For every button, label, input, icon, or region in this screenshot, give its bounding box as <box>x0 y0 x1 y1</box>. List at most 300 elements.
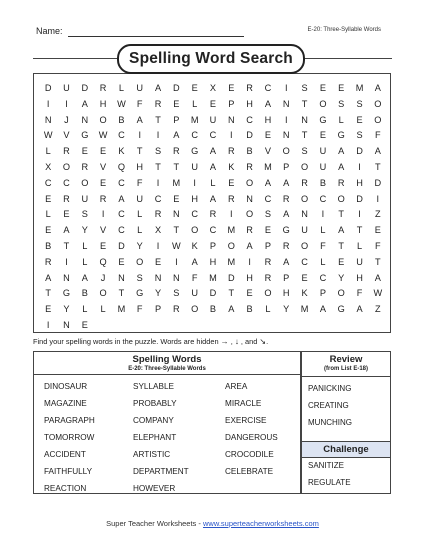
grid-letter[interactable]: A <box>374 272 381 283</box>
grid-letter[interactable]: R <box>81 161 89 172</box>
grid-letter[interactable]: Q <box>99 256 107 267</box>
grid-letter[interactable]: R <box>63 146 70 157</box>
grid-letter[interactable]: V <box>63 130 70 141</box>
grid-letter[interactable]: N <box>246 193 253 204</box>
grid-letter[interactable]: F <box>191 272 198 283</box>
grid-letter[interactable]: I <box>156 130 160 141</box>
grid-letter[interactable]: I <box>284 83 288 93</box>
grid-letter[interactable]: E <box>173 98 180 109</box>
grid-letter[interactable]: M <box>355 83 364 93</box>
grid-letter[interactable]: R <box>246 83 253 93</box>
grid-letter[interactable]: A <box>81 272 88 283</box>
grid-letter[interactable]: J <box>64 114 69 125</box>
grid-letter[interactable]: O <box>374 98 382 109</box>
grid-letter[interactable]: M <box>117 304 126 315</box>
grid-letter[interactable]: G <box>337 130 345 141</box>
grid-letter[interactable]: O <box>337 193 345 204</box>
grid-letter[interactable]: L <box>137 209 143 220</box>
grid-letter[interactable]: U <box>63 83 70 93</box>
grid-letter[interactable]: L <box>82 240 88 251</box>
grid-letter[interactable]: V <box>264 146 271 157</box>
grid-letter[interactable]: R <box>282 240 290 251</box>
grid-letter[interactable]: L <box>320 225 326 236</box>
grid-letter[interactable]: C <box>118 130 125 141</box>
grid-letter[interactable]: F <box>375 240 381 251</box>
grid-letter[interactable]: U <box>136 83 144 93</box>
grid-letter[interactable]: R <box>246 161 253 172</box>
grid-letter[interactable]: C <box>209 130 217 141</box>
grid-letter[interactable]: Y <box>154 288 162 299</box>
grid-letter[interactable]: S <box>173 288 180 299</box>
grid-letter[interactable]: T <box>338 240 345 251</box>
spelling-word: HOWEVER <box>133 484 176 493</box>
grid-letter[interactable]: T <box>338 209 345 220</box>
grid-letter[interactable]: R <box>63 193 70 204</box>
grid-letter[interactable]: R <box>227 193 235 204</box>
grid-letter[interactable]: I <box>230 130 233 141</box>
grid-letter[interactable]: E <box>209 98 217 109</box>
grid-letter[interactable]: A <box>374 146 381 157</box>
grid-letter[interactable]: G <box>282 225 290 236</box>
grid-letter[interactable]: E <box>228 177 235 188</box>
grid-letter[interactable]: L <box>320 256 326 267</box>
grid-letter[interactable]: C <box>319 272 327 283</box>
grid-letter[interactable]: I <box>46 98 50 109</box>
grid-letter[interactable]: S <box>301 83 308 93</box>
grid-letter[interactable]: L <box>82 256 88 267</box>
grid-letter[interactable]: P <box>209 240 217 251</box>
grid-letter[interactable]: T <box>118 288 125 299</box>
grid-letter[interactable]: C <box>118 225 125 236</box>
grid-letter[interactable]: Z <box>375 209 381 220</box>
grid-letter[interactable]: W <box>117 98 126 109</box>
grid-letter[interactable]: H <box>209 256 217 267</box>
grid-letter[interactable]: E <box>338 83 345 93</box>
grid-letter[interactable]: O <box>246 209 254 220</box>
grid-letter[interactable]: X <box>45 161 52 172</box>
grid-letter[interactable]: B <box>81 288 88 299</box>
grid-letter[interactable]: P <box>264 240 271 251</box>
grid-letter[interactable]: P <box>283 161 290 172</box>
grid-letter[interactable]: P <box>154 304 162 315</box>
grid-letter[interactable]: E <box>356 114 363 125</box>
grid-letter[interactable]: H <box>356 272 363 283</box>
grid-letter[interactable]: A <box>374 83 381 93</box>
grid-letter[interactable]: L <box>338 114 344 125</box>
grid-letter[interactable]: I <box>138 130 142 141</box>
grid-letter[interactable]: T <box>155 114 161 125</box>
grid-letter[interactable]: O <box>300 161 309 172</box>
grid-letter[interactable]: M <box>190 114 199 125</box>
grid-letter[interactable]: I <box>248 256 251 267</box>
grid-letter[interactable]: K <box>301 288 308 299</box>
grid-letter[interactable]: V <box>100 225 107 236</box>
grid-letter[interactable]: O <box>99 114 107 125</box>
grid-letter[interactable]: O <box>300 193 309 204</box>
grid-letter[interactable]: T <box>228 288 235 299</box>
grid-letter[interactable]: F <box>136 98 143 109</box>
grid-letter[interactable]: L <box>210 177 216 188</box>
grid-letter[interactable]: P <box>319 288 326 299</box>
grid-letter[interactable]: I <box>358 161 361 172</box>
grid-letter[interactable]: A <box>228 304 235 315</box>
grid-letter[interactable]: E <box>173 193 180 204</box>
grid-letter[interactable]: L <box>137 225 143 236</box>
grid-letter[interactable]: H <box>136 161 144 172</box>
grid-letter[interactable]: S <box>301 146 308 157</box>
grid-letter[interactable]: T <box>356 225 363 236</box>
grid-letter[interactable]: I <box>193 177 196 188</box>
grid-letter[interactable]: E <box>81 319 88 330</box>
grid-letter[interactable]: E <box>100 146 107 157</box>
name-field-line[interactable] <box>68 36 244 37</box>
grid-letter[interactable]: L <box>118 83 124 93</box>
grid-letter[interactable]: U <box>191 161 198 172</box>
grid-letter[interactable]: F <box>356 288 363 299</box>
grid-letter[interactable]: A <box>81 98 88 109</box>
grid-letter[interactable]: C <box>209 225 217 236</box>
grid-letter[interactable]: X <box>209 83 217 93</box>
grid-letter[interactable]: R <box>99 83 107 93</box>
grid-letter[interactable]: C <box>191 130 198 141</box>
grid-letter[interactable]: O <box>337 288 345 299</box>
spelling-word: TOMORROW <box>44 433 95 442</box>
grid-letter[interactable]: F <box>375 130 381 141</box>
grid-letter[interactable]: C <box>154 193 162 204</box>
grid-letter[interactable]: O <box>246 177 254 188</box>
grid-letter[interactable]: G <box>319 114 327 125</box>
grid-letter[interactable]: U <box>81 193 89 204</box>
grid-letter[interactable]: C <box>301 256 308 267</box>
grid-letter[interactable]: E <box>45 304 52 315</box>
grid-letter[interactable]: R <box>246 225 253 236</box>
grid-letter[interactable]: R <box>173 304 180 315</box>
grid-letter[interactable]: H <box>191 193 198 204</box>
grid-letter[interactable]: Y <box>338 272 345 283</box>
challenge-title: Challenge <box>302 441 390 458</box>
grid-letter[interactable]: R <box>337 177 345 188</box>
grid-letter[interactable]: G <box>81 130 89 141</box>
grid-letter[interactable]: W <box>98 130 108 141</box>
grid-letter[interactable]: N <box>301 209 308 220</box>
grid-letter[interactable]: C <box>118 177 125 188</box>
grid-letter[interactable]: A <box>209 161 217 172</box>
grid-letter[interactable]: I <box>65 256 68 267</box>
grid-letter[interactable]: N <box>63 319 70 330</box>
grid-letter[interactable]: C <box>44 177 52 188</box>
grid-letter[interactable]: N <box>154 272 162 283</box>
grid-letter[interactable]: R <box>99 193 107 204</box>
grid-letter[interactable]: U <box>319 161 327 172</box>
grid-letter[interactable]: L <box>192 98 198 109</box>
grid-letter[interactable]: U <box>136 193 144 204</box>
grid-letter[interactable]: R <box>264 256 272 267</box>
grid-letter[interactable]: R <box>301 177 308 188</box>
grid-letter[interactable]: T <box>136 146 143 157</box>
grid-letter[interactable]: A <box>283 256 290 267</box>
grid-letter[interactable]: V <box>100 161 107 172</box>
grid-letter[interactable]: O <box>282 146 290 157</box>
grid-letter[interactable]: T <box>173 161 180 172</box>
grid-letter[interactable]: Z <box>375 304 381 315</box>
grid-letter[interactable]: I <box>230 209 233 220</box>
grid-letter[interactable]: D <box>44 83 52 93</box>
grid-letter[interactable]: G <box>191 146 199 157</box>
grid-letter[interactable]: I <box>156 240 160 251</box>
grid-letter[interactable]: I <box>321 209 325 220</box>
grid-letter[interactable]: B <box>118 114 125 125</box>
grid-letter[interactable]: K <box>228 161 235 172</box>
grid-letter[interactable]: E <box>81 146 88 157</box>
grid-letter[interactable]: M <box>227 225 236 236</box>
grid-letter[interactable]: D <box>356 146 363 157</box>
grid-letter[interactable]: H <box>264 114 272 125</box>
grid-letter[interactable]: M <box>209 272 217 283</box>
spelling-word: COMPANY <box>133 416 174 425</box>
grid-letter[interactable]: I <box>358 209 361 220</box>
grid-letter[interactable]: D <box>118 240 125 251</box>
grid-letter[interactable]: B <box>45 240 52 251</box>
grid-letter[interactable]: S <box>264 209 271 220</box>
grid-letter[interactable]: A <box>173 130 180 141</box>
grid-letter[interactable]: S <box>356 130 363 141</box>
grid-letter[interactable]: E <box>264 225 271 236</box>
grid-letter[interactable]: F <box>320 240 326 251</box>
grid-letter[interactable]: F <box>136 177 143 188</box>
grid-letter[interactable]: O <box>191 304 199 315</box>
grid-letter[interactable]: I <box>175 256 178 267</box>
grid-letter[interactable]: O <box>81 177 89 188</box>
grid-letter[interactable]: B <box>246 304 253 315</box>
grid-letter[interactable]: B <box>319 177 326 188</box>
grid-letter[interactable]: D <box>209 288 217 299</box>
grid-letter[interactable]: L <box>356 240 363 251</box>
grid-letter[interactable]: U <box>356 256 363 267</box>
grid-letter[interactable]: K <box>191 240 198 251</box>
grid-letter[interactable]: Y <box>81 225 88 236</box>
grid-letter[interactable]: R <box>154 98 162 109</box>
grid-letter[interactable]: L <box>82 304 88 315</box>
grid-letter[interactable]: Y <box>63 304 70 315</box>
footer-link[interactable]: www.superteacherworksheets.com <box>202 519 319 528</box>
grid-letter[interactable]: U <box>191 288 198 299</box>
grid-letter[interactable]: A <box>264 177 271 188</box>
grid-letter[interactable]: A <box>63 225 70 236</box>
grid-letter[interactable]: B <box>209 304 217 315</box>
grid-letter[interactable]: O <box>136 256 144 267</box>
grid-letter[interactable]: C <box>118 209 125 220</box>
grid-letter[interactable]: S <box>81 209 88 220</box>
grid-letter[interactable]: E <box>63 209 70 220</box>
spelling-word: REACTION <box>44 484 87 493</box>
grid-letter[interactable]: U <box>319 146 327 157</box>
grid-letter[interactable]: T <box>155 161 161 172</box>
grid-letter[interactable]: A <box>338 161 345 172</box>
grid-letter[interactable]: E <box>228 83 235 93</box>
grid-letter[interactable]: N <box>301 114 308 125</box>
grid-letter[interactable]: I <box>65 98 68 109</box>
grid-letter[interactable]: G <box>136 288 144 299</box>
grid-letter[interactable]: A <box>118 193 125 204</box>
grid-letter[interactable]: A <box>319 304 326 315</box>
grid-letter[interactable]: H <box>246 98 253 109</box>
grid-letter[interactable]: G <box>62 288 71 299</box>
grid-letter[interactable]: I <box>284 114 288 125</box>
grid-letter[interactable]: N <box>81 114 89 125</box>
grid-letter[interactable]: Q <box>117 161 125 172</box>
grid-letter[interactable]: E <box>319 83 326 93</box>
grid-letter[interactable]: E <box>191 83 198 93</box>
grid-letter[interactable]: E <box>45 225 52 236</box>
grid-letter[interactable]: N <box>173 272 180 283</box>
grid-letter[interactable]: C <box>319 193 327 204</box>
grid-letter[interactable]: D <box>81 83 89 93</box>
grid-letter[interactable]: A <box>283 177 290 188</box>
grid-letter[interactable]: X <box>154 225 162 236</box>
grid-letter[interactable]: H <box>99 98 107 109</box>
grid-letter[interactable]: K <box>118 146 125 157</box>
grid-letter[interactable]: O <box>374 114 382 125</box>
grid-letter[interactable]: R <box>154 209 162 220</box>
grid-letter[interactable]: O <box>264 288 272 299</box>
grid-letter[interactable]: U <box>209 114 217 125</box>
grid-letter[interactable]: L <box>265 304 271 315</box>
grid-letter[interactable]: E <box>118 256 125 267</box>
grid-letter[interactable]: T <box>375 256 381 267</box>
grid-letter[interactable]: E <box>301 272 308 283</box>
grid-letter[interactable]: O <box>300 240 309 251</box>
grid-letter[interactable]: A <box>209 193 217 204</box>
grid-letter[interactable]: B <box>246 146 253 157</box>
grid-letter[interactable]: G <box>337 304 345 315</box>
grid-letter[interactable]: E <box>45 193 52 204</box>
grid-letter[interactable]: E <box>246 288 253 299</box>
grid-letter[interactable]: A <box>283 209 290 220</box>
grid-letter[interactable]: T <box>301 98 308 109</box>
grid-letter[interactable]: A <box>136 114 143 125</box>
grid-letter[interactable]: I <box>101 209 105 220</box>
grid-letter[interactable]: N <box>44 114 52 125</box>
grid-letter[interactable]: D <box>246 130 253 141</box>
grid-letter[interactable]: S <box>136 272 143 283</box>
grid-letter[interactable]: N <box>227 114 235 125</box>
grid-letter[interactable]: A <box>246 240 253 251</box>
grid-letter[interactable]: L <box>100 304 106 315</box>
grid-letter[interactable]: O <box>319 98 327 109</box>
grid-letter[interactable]: C <box>191 209 198 220</box>
grid-letter[interactable]: I <box>156 177 160 188</box>
arrow-right-icon: → <box>220 337 229 346</box>
grid-letter[interactable]: R <box>44 256 52 267</box>
grid-letter[interactable]: C <box>63 177 70 188</box>
grid-letter[interactable]: D <box>374 177 382 188</box>
grid-letter[interactable]: N <box>282 98 290 109</box>
grid-letter[interactable]: S <box>356 98 363 109</box>
grid-letter[interactable]: E <box>100 240 107 251</box>
grid-letter[interactable]: E <box>264 130 271 141</box>
grid-letter[interactable]: M <box>264 161 272 172</box>
grid-letter[interactable]: Y <box>283 304 290 315</box>
grid-letter[interactable]: A <box>45 272 52 283</box>
grid-letter[interactable]: W <box>43 130 53 141</box>
grid-letter[interactable]: T <box>173 225 180 236</box>
grid-letter[interactable]: H <box>282 288 290 299</box>
grid-letter[interactable]: O <box>191 225 199 236</box>
grid-letter[interactable]: W <box>172 240 181 251</box>
instructions <box>33 337 268 346</box>
grid-letter[interactable]: M <box>300 304 309 315</box>
challenge-words-list <box>308 457 351 491</box>
grid-letter[interactable]: N <box>282 130 290 141</box>
grid-letter[interactable]: I <box>376 193 380 204</box>
grid-letter[interactable]: N <box>118 272 125 283</box>
grid-letter[interactable]: N <box>63 272 70 283</box>
grid-letter[interactable]: A <box>338 146 345 157</box>
grid-letter[interactable]: L <box>45 146 51 157</box>
grid-letter[interactable]: M <box>227 256 236 267</box>
grid-letter[interactable]: R <box>209 209 217 220</box>
grid-letter[interactable]: E <box>374 225 381 236</box>
grid-letter[interactable]: N <box>173 209 180 220</box>
grid-letter[interactable]: O <box>62 161 71 172</box>
grid-letter[interactable]: C <box>264 193 272 204</box>
grid-letter[interactable]: C <box>264 83 272 93</box>
grid-letter[interactable]: E <box>338 256 345 267</box>
grid-letter[interactable]: R <box>227 146 235 157</box>
grid-letter[interactable]: A <box>209 146 217 157</box>
grid-letter[interactable]: S <box>338 98 345 109</box>
grid-letter[interactable]: R <box>264 272 272 283</box>
grid-letter[interactable]: D <box>356 193 363 204</box>
grid-letter[interactable]: Y <box>136 240 143 251</box>
grid-letter[interactable]: T <box>375 161 381 172</box>
grid-letter[interactable]: S <box>154 146 162 157</box>
grid-letter[interactable]: T <box>63 240 70 251</box>
grid-letter[interactable]: F <box>136 304 143 315</box>
grid-letter[interactable]: A <box>264 98 271 109</box>
grid-letter[interactable]: C <box>246 114 253 125</box>
grid-letter[interactable]: J <box>100 272 106 283</box>
grid-letter[interactable]: U <box>301 225 308 236</box>
grid-letter[interactable]: P <box>283 272 290 283</box>
grid-letter[interactable]: D <box>173 83 180 93</box>
grid-letter[interactable]: E <box>154 256 162 267</box>
grid-letter[interactable]: E <box>319 130 326 141</box>
grid-letter[interactable]: T <box>45 288 51 299</box>
grid-letter[interactable]: R <box>173 146 180 157</box>
grid-letter[interactable]: A <box>191 256 198 267</box>
grid-letter[interactable]: E <box>100 177 107 188</box>
grid-letter[interactable]: R <box>282 193 290 204</box>
grid-letter[interactable]: O <box>99 288 107 299</box>
grid-letter[interactable]: A <box>154 83 162 93</box>
review-challenge-box <box>301 351 391 494</box>
instructions-end: . <box>266 337 269 346</box>
grid-letter[interactable]: H <box>246 272 253 283</box>
grid-letter[interactable]: A <box>338 225 345 236</box>
grid-letter[interactable]: L <box>45 209 51 220</box>
grid-letter[interactable]: M <box>172 177 181 188</box>
grid-letter[interactable]: T <box>301 130 308 141</box>
grid-letter[interactable]: D <box>227 272 235 283</box>
grid-letter[interactable]: A <box>356 304 363 315</box>
grid-letter[interactable]: P <box>173 114 180 125</box>
grid-letter[interactable]: I <box>46 319 50 330</box>
grid-letter[interactable]: W <box>373 288 383 299</box>
grid-letter[interactable]: O <box>227 240 235 251</box>
grid-letter[interactable]: H <box>356 177 363 188</box>
grid-letter[interactable]: P <box>228 98 235 109</box>
